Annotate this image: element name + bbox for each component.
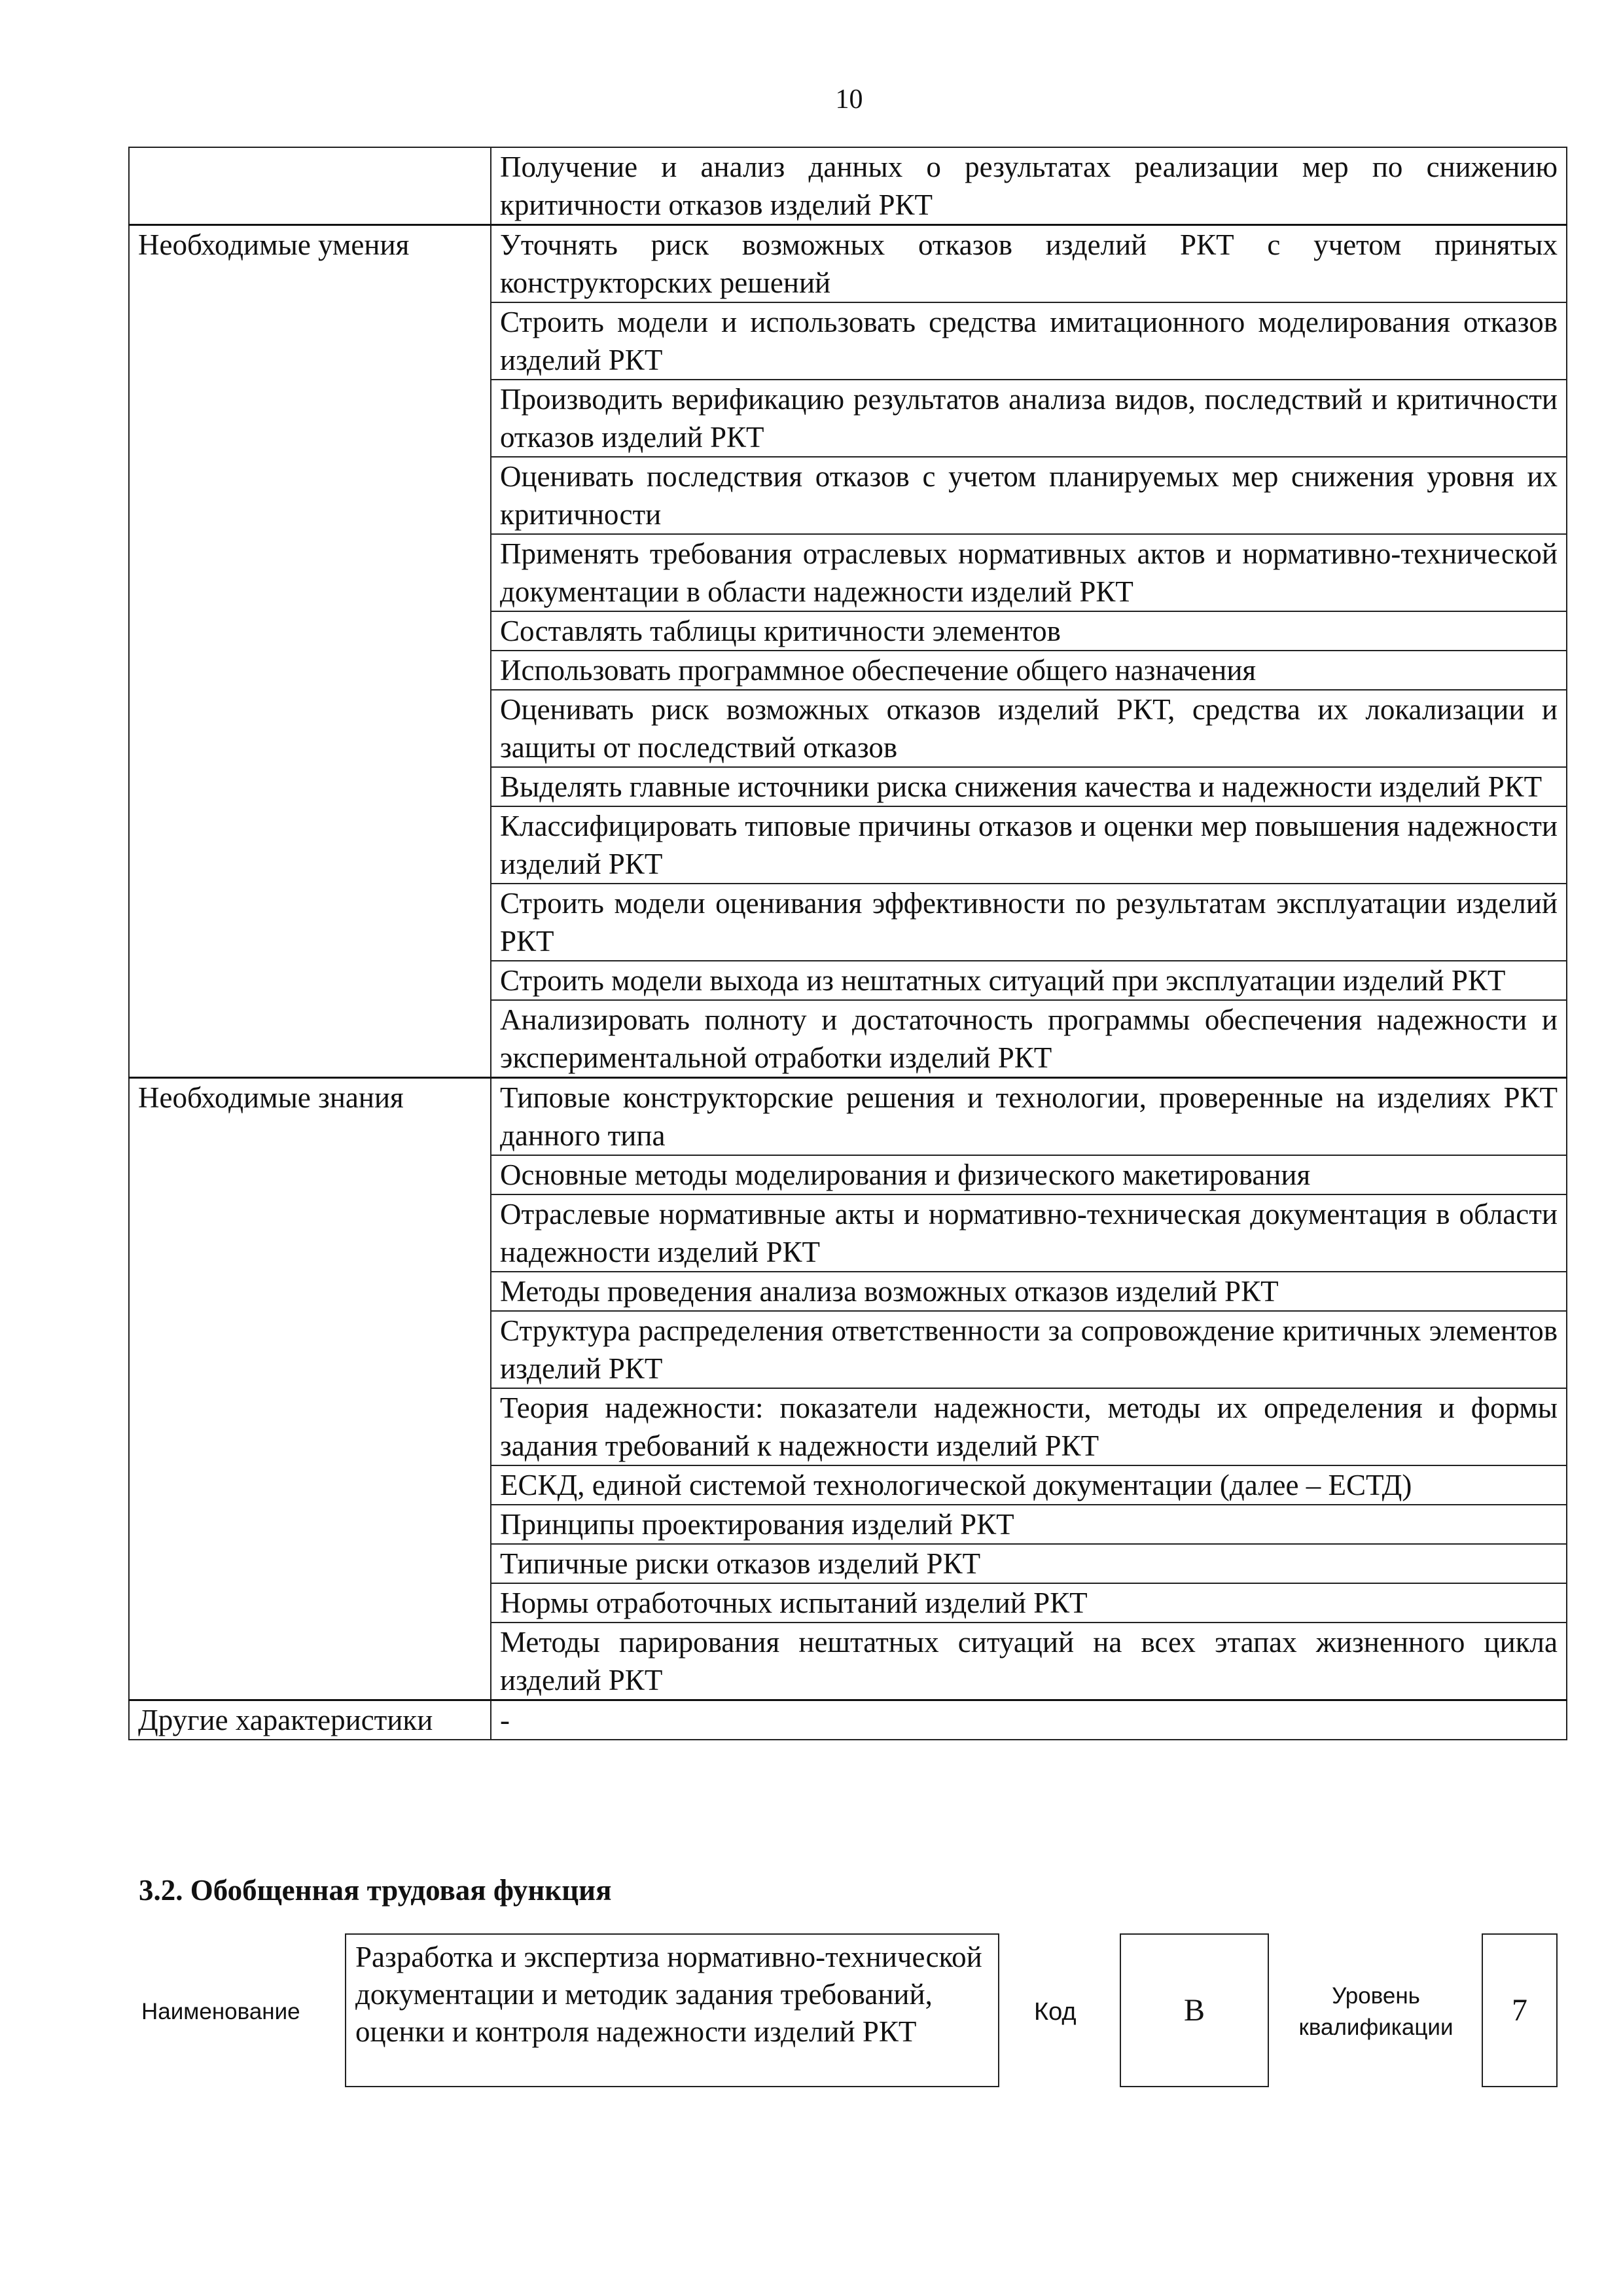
row-value: Типичные риски отказов изделий РКТ	[491, 1544, 1567, 1583]
row-value: Строить модели выхода из нештатных ситуаций при эксплуатации изделий РКТ	[491, 961, 1567, 1000]
row-value: Строить модели и использовать средства имитационного моделирования отказов изделий РКТ	[491, 302, 1567, 380]
row-value: Принципы проектирования изделий РКТ	[491, 1505, 1567, 1544]
code-value: B	[1120, 1933, 1269, 2087]
row-value: Применять требования отраслевых нормативных актов и нормативно-технической документации в области надежности изделий РКТ	[491, 534, 1567, 611]
section-title: 3.2. Обобщенная трудовая функция	[139, 1874, 612, 1907]
row-value: Отраслевые нормативные акты и нормативно-техническая документация в области надежности изделий РКТ	[491, 1194, 1567, 1272]
table-row	[129, 1078, 1567, 1156]
row-value: Использовать программное обеспечение общего назначения	[491, 651, 1567, 690]
row-value: Составлять таблицы критичности элементов	[491, 611, 1567, 651]
row-value: Оценивать последствия отказов с учетом планируемых мер снижения уровня их критичности	[491, 457, 1567, 534]
row-value: Нормы отработочных испытаний изделий РКТ	[491, 1583, 1567, 1623]
page-number: 10	[835, 84, 863, 115]
row-value: Типовые конструкторские решения и технологии, проверенные на изделиях РКТ данного типа	[491, 1078, 1567, 1156]
table-row	[129, 147, 1567, 225]
table-row	[129, 1700, 1567, 1740]
requirements-table	[128, 147, 1567, 1740]
row-value: -	[491, 1700, 1567, 1740]
row-label-knowledge: Необходимые знания	[129, 1078, 491, 1700]
row-value: Анализировать полноту и достаточность программы обеспечения надежности и экспериментальной отработки изделий РКТ	[491, 1000, 1567, 1078]
name-label: Наименование	[141, 1999, 300, 2024]
row-value: Оценивать риск возможных отказов изделий РКТ, средства их локализации и защиты от последствий отказов	[491, 690, 1567, 767]
row-value: Выделять главные источники риска снижения качества и надежности изделий РКТ	[491, 767, 1567, 806]
row-value: Классифицировать типовые причины отказов и оценки мер повышения надежности изделий РКТ	[491, 806, 1567, 884]
row-value: Уточнять риск возможных отказов изделий РКТ с учетом принятых конструкторских решений	[491, 225, 1567, 303]
row-value: Методы проведения анализа возможных отказов изделий РКТ	[491, 1272, 1567, 1311]
row-value: Структура распределения ответственности за сопровождение критичных элементов изделий РКТ	[491, 1311, 1567, 1388]
row-value: Производить верификацию результатов анализа видов, последствий и критичности отказов изделий РКТ	[491, 380, 1567, 457]
row-label-skills: Необходимые умения	[129, 225, 491, 1078]
row-value: Строить модели оценивания эффективности по результатам эксплуатации изделий РКТ	[491, 884, 1567, 961]
row-value: ЕСКД, единой системой технологической документации (далее – ЕСТД)	[491, 1465, 1567, 1505]
row-label	[129, 147, 491, 225]
qualification-level-value: 7	[1482, 1933, 1558, 2087]
row-value: Получение и анализ данных о результатах реализации мер по снижению критичности отказов изделий РКТ	[491, 147, 1567, 225]
code-label: Код	[1034, 1998, 1077, 2026]
qualification-level-label: Уровень квалификации	[1298, 1983, 1454, 2040]
name-value: Разработка и экспертиза нормативно-технической документации и методик задания требований, оценки и контроля надежности изделий РКТ	[345, 1933, 999, 2087]
row-value: Основные методы моделирования и физического макетирования	[491, 1155, 1567, 1194]
generalized-function-header	[0, 1933, 1623, 2090]
row-value: Методы парирования нештатных ситуаций на всех этапах жизненного цикла изделий РКТ	[491, 1623, 1567, 1700]
row-value: Теория надежности: показатели надежности, методы их определения и формы задания требований к надежности изделий РКТ	[491, 1388, 1567, 1465]
table-row	[129, 225, 1567, 303]
row-label-other: Другие характеристики	[129, 1700, 491, 1740]
